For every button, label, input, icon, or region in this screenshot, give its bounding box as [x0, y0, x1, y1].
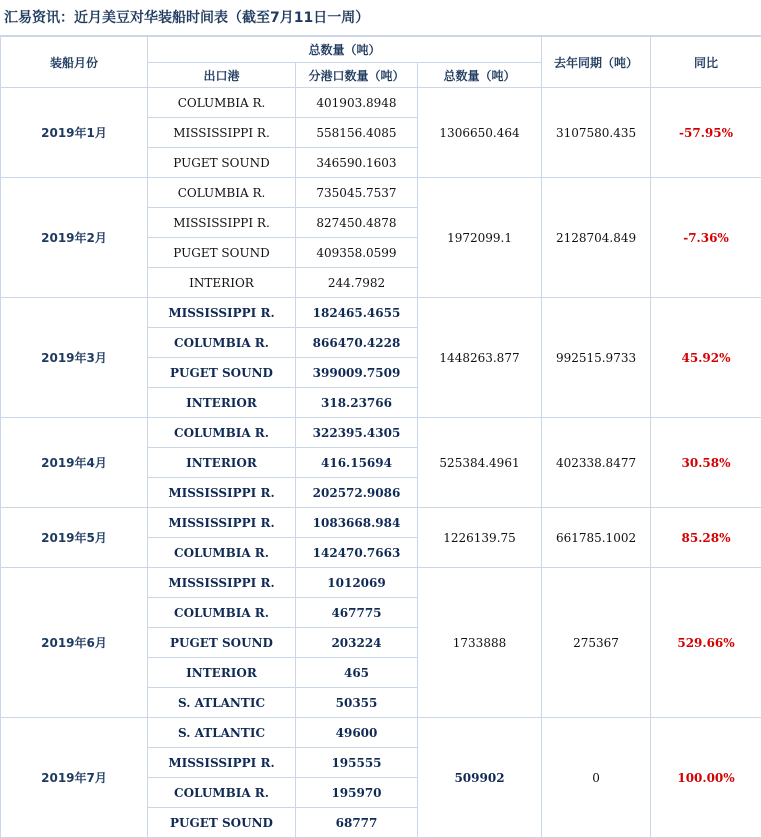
port-qty-cell: 735045.7537	[296, 178, 418, 208]
port-qty-cell: 416.15694	[296, 448, 418, 478]
port-name-cell: MISSISSIPPI R.	[148, 568, 296, 598]
port-name-cell: PUGET SOUND	[148, 808, 296, 838]
port-qty-cell: 558156.4085	[296, 118, 418, 148]
yoy-cell: 529.66%	[651, 568, 761, 718]
last-year-cell: 0	[542, 718, 651, 838]
shipment-table	[0, 36, 761, 838]
port-qty-cell: 1083668.984	[296, 508, 418, 538]
header-total-group: 总数量（吨）	[148, 37, 542, 63]
yoy-cell: 100.00%	[651, 718, 761, 838]
port-name-cell: PUGET SOUND	[148, 358, 296, 388]
port-qty-cell: 322395.4305	[296, 418, 418, 448]
port-name-cell: COLUMBIA R.	[148, 778, 296, 808]
port-name-cell: COLUMBIA R.	[148, 88, 296, 118]
port-name-cell: INTERIOR	[148, 448, 296, 478]
port-name-cell: COLUMBIA R.	[148, 328, 296, 358]
table-row	[1, 418, 761, 448]
port-name-cell: PUGET SOUND	[148, 238, 296, 268]
port-qty-cell: 142470.7663	[296, 538, 418, 568]
port-name-cell: MISSISSIPPI R.	[148, 508, 296, 538]
port-name-cell: PUGET SOUND	[148, 148, 296, 178]
port-name-cell: COLUMBIA R.	[148, 538, 296, 568]
port-name-cell: INTERIOR	[148, 388, 296, 418]
month-cell: 2019年1月	[1, 88, 148, 178]
month-cell: 2019年3月	[1, 298, 148, 418]
port-name-cell: COLUMBIA R.	[148, 598, 296, 628]
port-qty-cell: 827450.4878	[296, 208, 418, 238]
total-cell: 1306650.464	[418, 88, 542, 178]
table-row	[1, 298, 761, 328]
port-qty-cell: 195970	[296, 778, 418, 808]
port-qty-cell: 465	[296, 658, 418, 688]
total-cell: 1733888	[418, 568, 542, 718]
yoy-cell: 85.28%	[651, 508, 761, 568]
month-cell: 2019年7月	[1, 718, 148, 838]
header-port: 出口港	[148, 63, 296, 88]
last-year-cell: 3107580.435	[542, 88, 651, 178]
header-yoy: 同比	[651, 37, 761, 88]
month-cell: 2019年6月	[1, 568, 148, 718]
header-last-year: 去年同期（吨）	[542, 37, 651, 88]
month-cell: 2019年2月	[1, 178, 148, 298]
last-year-cell: 402338.8477	[542, 418, 651, 508]
table-row	[1, 718, 761, 748]
last-year-cell: 661785.1002	[542, 508, 651, 568]
port-qty-cell: 195555	[296, 748, 418, 778]
total-cell: 1226139.75	[418, 508, 542, 568]
header-total: 总数量（吨）	[418, 63, 542, 88]
port-name-cell: MISSISSIPPI R.	[148, 298, 296, 328]
port-name-cell: MISSISSIPPI R.	[148, 478, 296, 508]
yoy-cell: 30.58%	[651, 418, 761, 508]
port-qty-cell: 202572.9086	[296, 478, 418, 508]
port-name-cell: INTERIOR	[148, 268, 296, 298]
port-qty-cell: 50355	[296, 688, 418, 718]
port-name-cell: COLUMBIA R.	[148, 418, 296, 448]
port-name-cell: S. ATLANTIC	[148, 718, 296, 748]
port-qty-cell: 346590.1603	[296, 148, 418, 178]
port-qty-cell: 203224	[296, 628, 418, 658]
port-name-cell: MISSISSIPPI R.	[148, 208, 296, 238]
yoy-cell: -7.36%	[651, 178, 761, 298]
port-qty-cell: 182465.4655	[296, 298, 418, 328]
port-qty-cell: 49600	[296, 718, 418, 748]
total-cell: 1972099.1	[418, 178, 542, 298]
port-qty-cell: 866470.4228	[296, 328, 418, 358]
port-name-cell: COLUMBIA R.	[148, 178, 296, 208]
last-year-cell: 275367	[542, 568, 651, 718]
yoy-cell: 45.92%	[651, 298, 761, 418]
total-cell: 525384.4961	[418, 418, 542, 508]
port-qty-cell: 409358.0599	[296, 238, 418, 268]
header-month: 装船月份	[1, 37, 148, 88]
port-qty-cell: 318.23766	[296, 388, 418, 418]
last-year-cell: 992515.9733	[542, 298, 651, 418]
header-row-1	[1, 37, 761, 63]
month-cell: 2019年4月	[1, 418, 148, 508]
table-row	[1, 508, 761, 538]
port-qty-cell: 467775	[296, 598, 418, 628]
table-body	[1, 37, 761, 838]
total-cell: 1448263.877	[418, 298, 542, 418]
port-qty-cell: 1012069	[296, 568, 418, 598]
yoy-cell: -57.95%	[651, 88, 761, 178]
port-qty-cell: 401903.8948	[296, 88, 418, 118]
last-year-cell: 2128704.849	[542, 178, 651, 298]
port-qty-cell: 68777	[296, 808, 418, 838]
total-cell: 509902	[418, 718, 542, 838]
port-name-cell: S. ATLANTIC	[148, 688, 296, 718]
table-row	[1, 88, 761, 118]
port-qty-cell: 399009.7509	[296, 358, 418, 388]
port-name-cell: INTERIOR	[148, 658, 296, 688]
port-qty-cell: 244.7982	[296, 268, 418, 298]
page-title: 汇易资讯：近月美豆对华装船时间表（截至7月11日一周）	[0, 0, 761, 36]
port-name-cell: MISSISSIPPI R.	[148, 748, 296, 778]
table-row	[1, 568, 761, 598]
table-row	[1, 178, 761, 208]
header-port-qty: 分港口数量（吨）	[296, 63, 418, 88]
port-name-cell: MISSISSIPPI R.	[148, 118, 296, 148]
port-name-cell: PUGET SOUND	[148, 628, 296, 658]
month-cell: 2019年5月	[1, 508, 148, 568]
